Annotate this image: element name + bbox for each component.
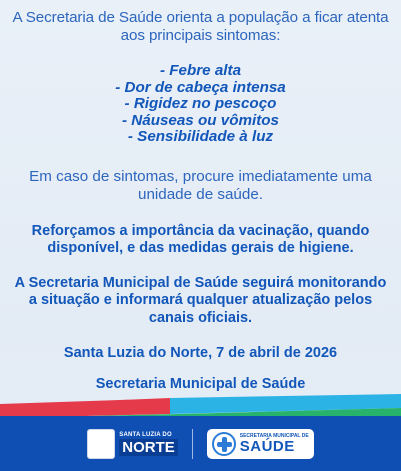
advice-text: Em caso de sintomas, procure imediatamente uma unidade de saúde.: [29, 167, 372, 203]
symptom-item: - Dor de cabeça intensa: [115, 78, 286, 96]
municipality-big-text: NORTE: [119, 439, 178, 456]
footer-logos: [0, 429, 401, 459]
intro-text: A Secretaria de Saúde orienta a população a ficar atenta aos principais sintomas:: [12, 9, 389, 44]
date-line: Santa Luzia do Norte, 7 de abril de 2026: [63, 345, 338, 361]
vaccination-text: Reforçamos a importância da vacinação, quando disponível, e das medidas gerais de higiene.: [31, 222, 370, 256]
symptoms-list: [10, 63, 391, 146]
municipality-logo: [87, 429, 178, 459]
logo-divider: [192, 429, 193, 459]
health-secretariat-logo: [207, 429, 314, 459]
symptom-item: - Febre alta: [159, 62, 242, 79]
health-cross-icon: [212, 432, 236, 456]
signature-line: Secretaria Municipal de Saúde: [95, 376, 306, 392]
symptom-item: - Náuseas ou vômitos: [122, 111, 279, 129]
municipal-seal-icon: [87, 429, 115, 459]
municipality-small-text: SANTA LUZIA DO: [119, 432, 172, 438]
monitoring-text: A Secretaria Municipal de Saúde seguirá monitorando a situação e informará qualquer atualização pelos canais oficiais.: [14, 274, 387, 326]
symptom-item: - Rigidez no pescoço: [124, 95, 277, 112]
footer-bar: [0, 416, 401, 471]
symptom-item: - Sensibilidade à luz: [127, 128, 274, 145]
health-small-text: SECRETARIA MUNICIPAL DE: [239, 433, 309, 439]
health-big-text: SAÚDE: [239, 438, 295, 455]
